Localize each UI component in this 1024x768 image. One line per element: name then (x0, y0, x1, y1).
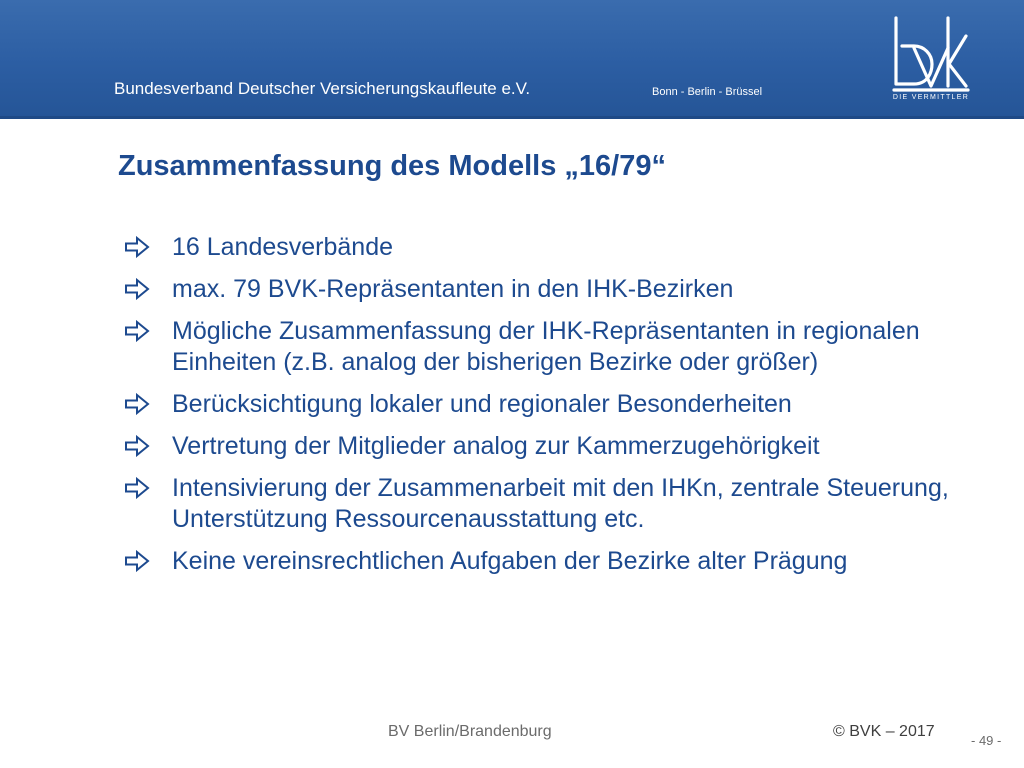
bullet-text: 16 Landesverbände (172, 233, 394, 261)
bullet-item (124, 431, 964, 462)
footer-copyright: © BVK – 2017 (833, 723, 935, 740)
logo-caption: DIE VERMITTLER (892, 94, 970, 101)
bullet-text: Mögliche Zusammenfassung der IHK-Repräsentanten in regionalen Einheiten (z.B. analog der bisherigen Bezirke oder größer) (172, 317, 920, 376)
right-arrow-outline-icon (124, 550, 150, 572)
bullet-text: Vertretung der Mitglieder analog zur Kammerzugehörigkeit (172, 432, 820, 460)
bullet-text: Intensivierung der Zusammenarbeit mit den IHKn, zentrale Steuerung, Unterstützung Ressourcenausstattung etc. (172, 474, 949, 533)
bullet-text: Keine vereinsrechtlichen Aufgaben der Bezirke alter Prägung (172, 547, 848, 575)
bullet-text: max. 79 BVK-Repräsentanten in den IHK-Bezirken (172, 275, 734, 303)
bullet-item (124, 274, 964, 305)
slide-title: Zusammenfassung des Modells „16/79“ (118, 150, 666, 182)
page-number: - 49 - (971, 733, 1002, 748)
right-arrow-outline-icon (124, 278, 150, 300)
right-arrow-outline-icon (124, 393, 150, 415)
bullet-text: Berücksichtigung lokaler und regionaler Besonderheiten (172, 390, 792, 418)
organization-cities: Bonn - Berlin - Brüssel (652, 86, 763, 98)
bvk-logo (892, 14, 970, 102)
organization-name: Bundesverband Deutscher Versicherungskaufleute e.V. (114, 79, 531, 98)
right-arrow-outline-icon (124, 236, 150, 258)
bullet-item (124, 389, 964, 420)
bullet-list (124, 232, 964, 588)
bullet-item (124, 546, 964, 577)
footer-center-text: BV Berlin/Brandenburg (388, 723, 552, 740)
bullet-item (124, 316, 964, 378)
header-divider (0, 116, 1024, 119)
right-arrow-outline-icon (124, 320, 150, 342)
bullet-item (124, 232, 964, 263)
bullet-item (124, 473, 964, 535)
right-arrow-outline-icon (124, 477, 150, 499)
right-arrow-outline-icon (124, 435, 150, 457)
